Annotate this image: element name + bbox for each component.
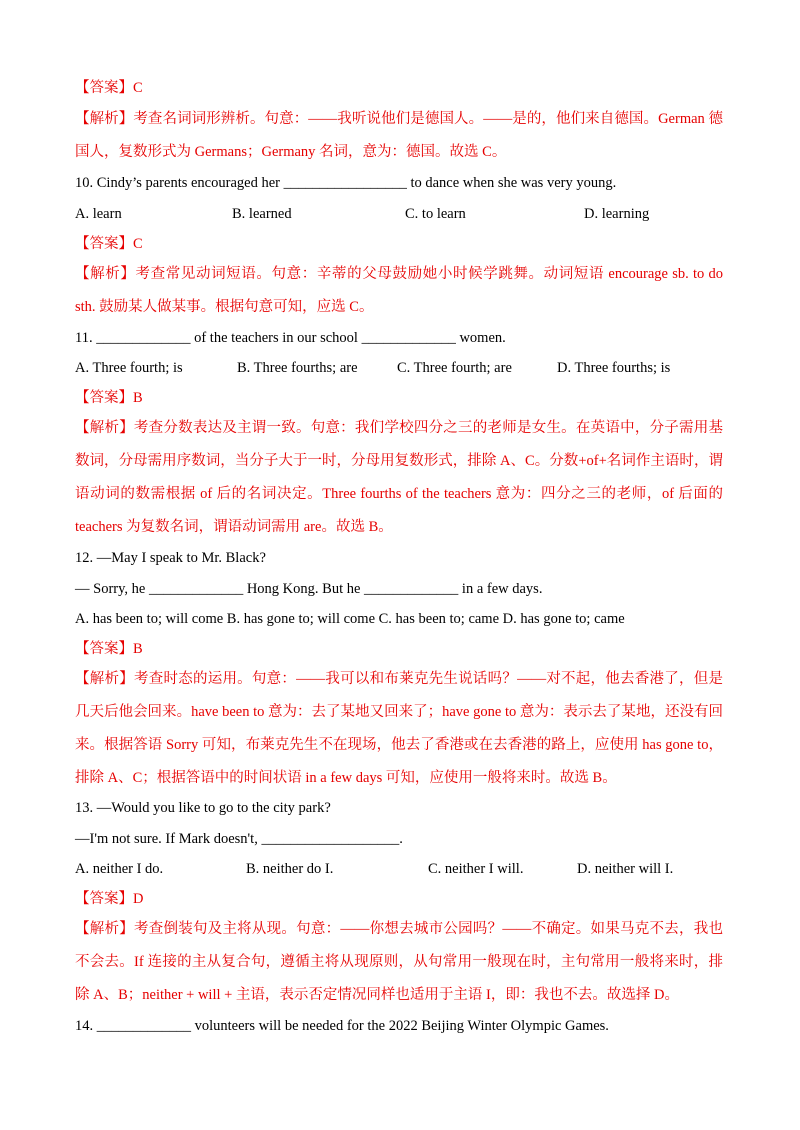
- question-11: 11. _____________ of the teachers in our school _____________ women.: [75, 330, 506, 346]
- question-13-reply: —I'm not sure. If Mark doesn't, ___________________.: [75, 831, 403, 847]
- explanation-12: 【解析】考查时态的运用。句意：——我可以和布莱克先生说话吗？——对不起，他去香港了，但是几天后他会回来。have been to 意为：去了某地又回来了；have gone to 意为：表示去了某地，还没有回来。根据答语 Sorry 可知，布莱克先生不在现场，他去了香港或在去香港的路上，应使用 has gone to，排除 A、C；根据答语中的时间状语 in a few days 可知，应使用一般将来时。故选 B。: [75, 671, 723, 786]
- question-12-prompt: 12. —May I speak to Mr. Black?: [75, 550, 266, 566]
- question-10: 10. Cindy’s parents encouraged her _________________ to dance when she was very young.: [75, 175, 617, 191]
- q10-option-b: B. learned: [232, 206, 292, 222]
- explanation-11: 【解析】考查分数表达及主谓一致。句意：我们学校四分之三的老师是女生。在英语中，分子需用基数词，分母需用序数词，当分子大于一时，分母用复数形式，排除 A、C。分数+of+名词作主语时，谓语动词的数需根据 of 后的名词决定。Three fourths of the teachers 意为：四分之三的老师，of 后面的 teachers 为复数名词，谓语动词需用 are。故选 B。: [75, 420, 723, 535]
- answer-11: 【答案】B: [75, 390, 143, 406]
- answer-9: 【答案】C: [75, 80, 143, 96]
- answer-10: 【答案】C: [75, 236, 143, 252]
- q10-option-c: C. to learn: [405, 206, 466, 222]
- explanation-13: 【解析】考查倒装句及主将从现。句意：——你想去城市公园吗？——不确定。如果马克不去，我也不会去。If 连接的主从复合句，遵循主将从现原则，从句常用一般现在时，主句常用一般将来时，排除 A、B；neither + will + 主语，表示否定情况同样也适用于主语 I，即：我也不去。故选择 D。: [75, 921, 723, 1003]
- question-13-prompt: 13. —Would you like to go to the city park?: [75, 800, 331, 816]
- q11-option-d: D. Three fourths; is: [557, 360, 671, 376]
- q11-option-b: B. Three fourths; are: [237, 360, 358, 376]
- answer-13: 【答案】D: [75, 891, 144, 907]
- q13-option-d: D. neither will I.: [577, 861, 674, 877]
- q12-options: A. has been to; will come B. has gone to; will come C. has been to; came D. has gone to; came: [75, 611, 625, 627]
- q11-option-a: A. Three fourth; is: [75, 360, 183, 376]
- q13-option-a: A. neither I do.: [75, 861, 164, 877]
- question-14: 14. _____________ volunteers will be needed for the 2022 Beijing Winter Olympic Games.: [75, 1018, 609, 1034]
- answer-12: 【答案】B: [75, 641, 143, 657]
- q13-option-c: C. neither I will.: [428, 861, 524, 877]
- q10-option-d: D. learning: [584, 206, 650, 222]
- q11-option-c: C. Three fourth; are: [397, 360, 512, 376]
- question-12-reply: — Sorry, he _____________ Hong Kong. But he _____________ in a few days.: [75, 581, 543, 597]
- explanation-10: 【解析】考查常见动词短语。句意：辛蒂的父母鼓励她小时候学跳舞。动词短语 encourage sb. to do sth. 鼓励某人做某事。根据句意可知，应选 C。: [75, 266, 723, 315]
- q13-option-b: B. neither do I.: [246, 861, 334, 877]
- explanation-9: 【解析】考查名词词形辨析。句意：——我听说他们是德国人。——是的，他们来自德国。German 德国人，复数形式为 Germans；Germany 名词，意为：德国。故选 C。: [75, 111, 723, 160]
- q10-option-a: A. learn: [75, 206, 122, 222]
